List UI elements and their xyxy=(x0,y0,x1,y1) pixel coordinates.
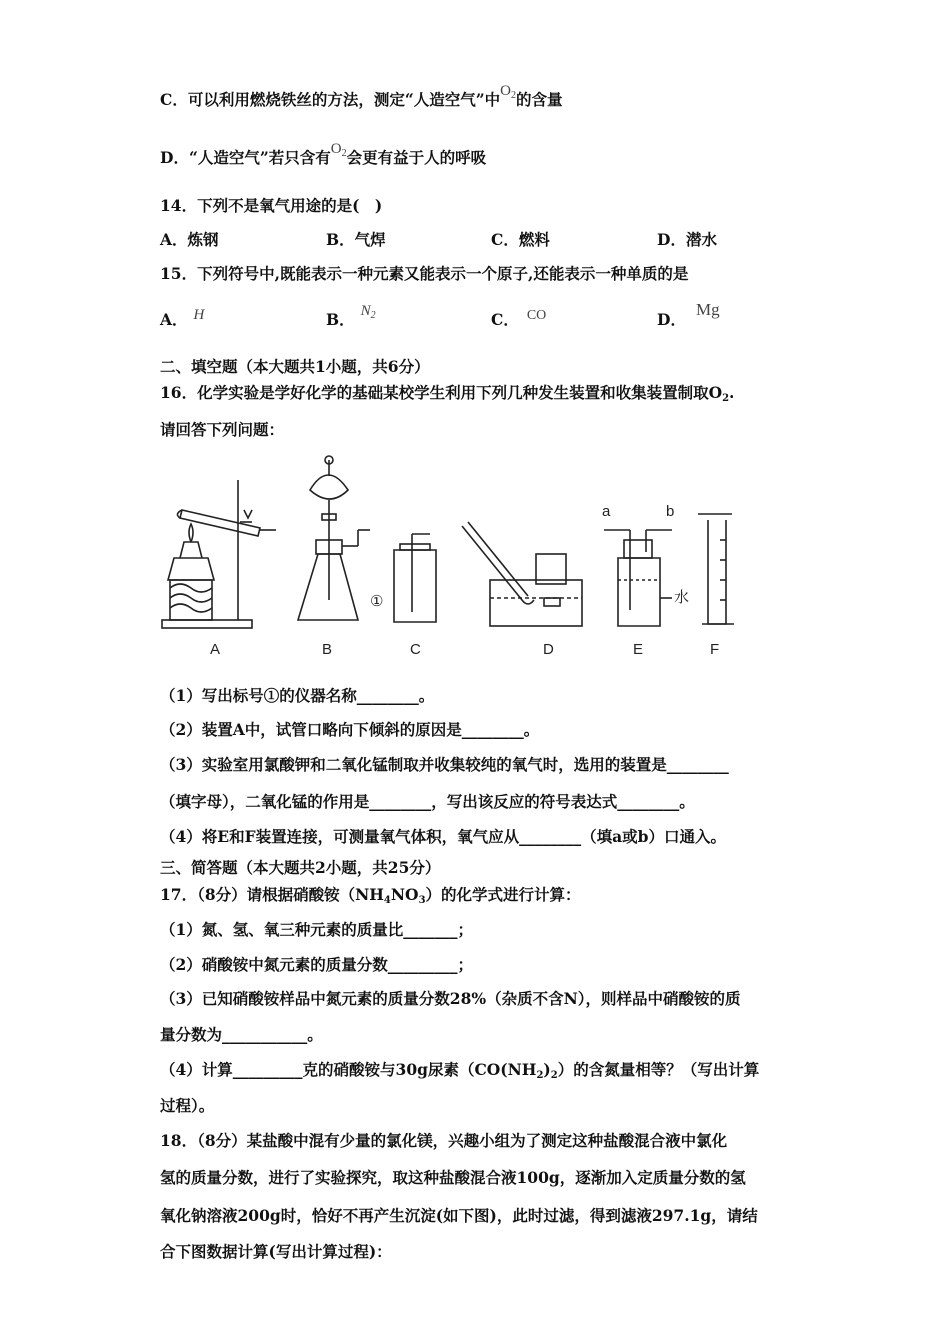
q14-option-b: B．气焊 xyxy=(326,230,386,249)
q14-option-a: A．炼钢 xyxy=(160,230,219,249)
section-2-title: 二、填空题（本大题共1小题，共6分） xyxy=(160,357,430,376)
q15-option-b: B． $N_2$ xyxy=(326,303,376,329)
water-label: 水 xyxy=(674,589,690,606)
marker-1: ① xyxy=(370,593,384,610)
q17-sub-2: （2）硝酸铵中氮元素的质量分数_________； xyxy=(160,955,474,974)
label-d: D xyxy=(543,641,554,658)
label-e: E xyxy=(633,641,644,658)
q18-line-1: 18．（8分）某盐酸中混有少量的氯化镁，兴趣小组为了测定这种盐酸混合液中氯化 xyxy=(160,1131,728,1150)
o2-formula: $O_2$ xyxy=(330,141,347,159)
q17-sub-3b: 量分数为___________。 xyxy=(160,1025,323,1044)
q14-option-d: D．潜水 xyxy=(657,230,717,249)
o2-formula: $O_2$ xyxy=(500,83,517,101)
q17-sub-3a: （3）已知硝酸铵样品中氮元素的质量分数28%（杂质不含N），则样品中硝酸铵的质 xyxy=(160,989,741,1008)
apparatus-b xyxy=(298,456,370,620)
q17-stem: 17．（8分）请根据硝酸铵$(NH_4NO_3)$的化学式进行计算： xyxy=(160,885,581,906)
q16-sub-4: （4）将E和F装置连接，可测量氧气体积，氧气应从________（填a或b）口通入。 xyxy=(160,827,726,846)
q17-sub-4a: （4）计算_________克的硝酸铵与30g尿素$(CO(NH_2)_2)$的含氮量相等？（写出计算 xyxy=(160,1060,760,1081)
label-c: C xyxy=(410,641,421,658)
q17-sub-1: （1）氮、氢、氧三种元素的质量比_______； xyxy=(160,920,474,939)
q16-prompt: 请回答下列问题： xyxy=(160,420,285,439)
q18-line-2: 氢的质量分数，进行了实验探究，取这种盐酸混合液100g，逐渐加入定质量分数的氢 xyxy=(160,1168,746,1187)
label-b: B xyxy=(322,641,333,658)
q18-line-4: 合下图数据计算(写出计算过程)： xyxy=(160,1242,392,1261)
q16-sub-3b: （填字母），二氧化锰的作用是________，写出该反应的符号表达式________。 xyxy=(160,792,695,811)
q16-sub-3a: （3）实验室用氯酸钾和二氧化锰制取并收集较纯的氧气时，选用的装置是________ xyxy=(160,755,729,774)
q14-option-c: C．燃料 xyxy=(491,230,550,249)
port-a-label: a xyxy=(602,503,611,520)
q16-sub-1: （1）写出标号①的仪器名称________。 xyxy=(160,686,435,705)
apparatus-f xyxy=(698,514,734,624)
apparatus-c xyxy=(394,534,436,622)
q15-option-d: D．Mg xyxy=(657,300,720,329)
apparatus-figure xyxy=(160,450,760,665)
q13-option-d: D．“人造空气”若只含有$O_2$会更有益于人的呼吸 xyxy=(160,141,487,167)
apparatus-a xyxy=(162,480,276,628)
label-a: A xyxy=(210,641,221,658)
q16-sub-2: （2）装置A中，试管口略向下倾斜的原因是________。 xyxy=(160,720,540,739)
port-b-label: b xyxy=(666,503,675,520)
q14-stem: 14．下列不是氧气用途的是( ) xyxy=(160,196,383,215)
q15-stem: 15．下列符号中,既能表示一种元素又能表示一个原子,还能表示一种单质的是 xyxy=(160,264,689,283)
q13-option-c: C．可以利用燃烧铁丝的方法，测定“人造空气”中$O_2$的含量 xyxy=(160,83,563,109)
apparatus-d xyxy=(462,522,582,626)
q15-option-a: A． H xyxy=(160,307,205,329)
q16-stem: 16．化学实验是学好化学的基础某校学生利用下列几种发生装置和收集装置制取$O_2$. xyxy=(160,383,735,404)
apparatus-e xyxy=(604,530,672,626)
q18-line-3: 氧化钠溶液200g时，恰好不再产生沉淀(如下图)，此时过滤，得到滤液297.1g，请结 xyxy=(160,1206,758,1225)
q15-option-c: C． CO xyxy=(491,308,547,329)
label-f: F xyxy=(710,641,720,658)
section-3-title: 三、简答题（本大题共2小题，共25分） xyxy=(160,858,441,877)
q17-sub-4b: 过程）。 xyxy=(160,1096,215,1115)
